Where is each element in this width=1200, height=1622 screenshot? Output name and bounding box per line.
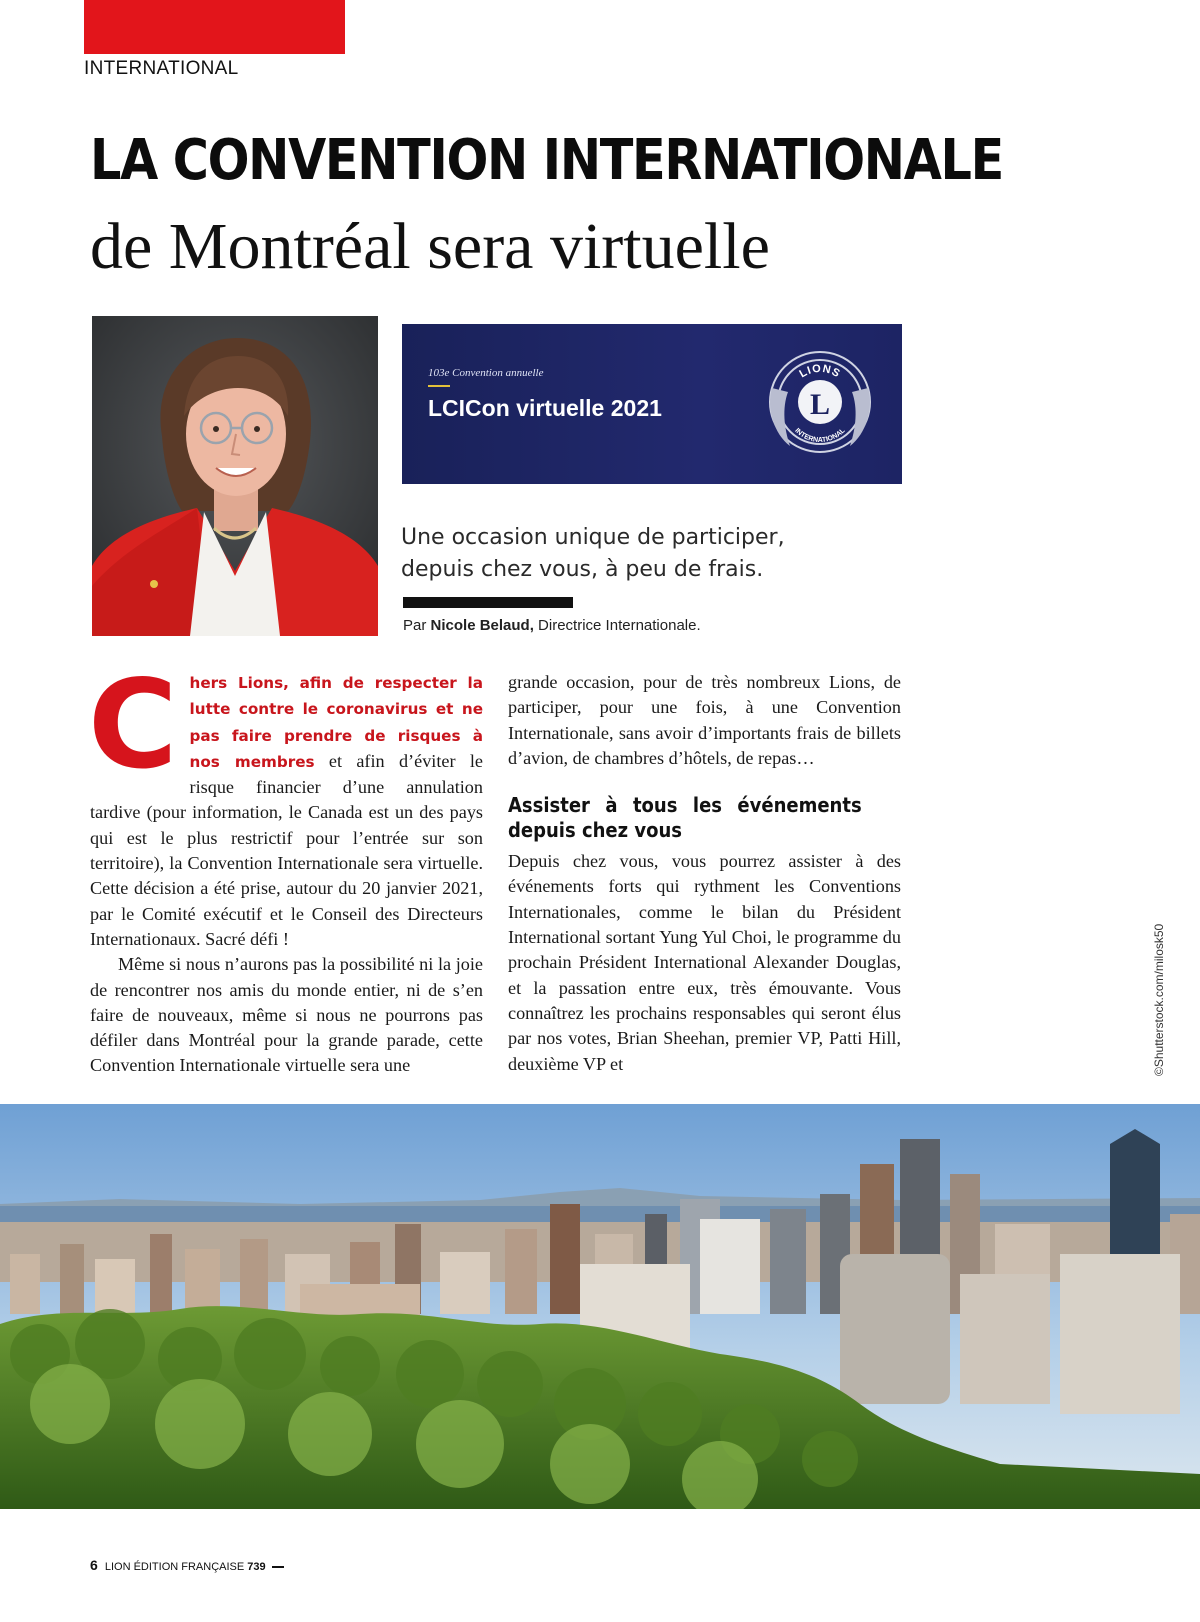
article-column-2 — [508, 670, 901, 1077]
photo-credit: ©Shutterstock.com/milosk50 — [1152, 923, 1166, 1076]
page-title: LA CONVENTION INTERNATIONALE — [90, 128, 1003, 193]
montreal-cityscape-photo — [0, 1104, 1200, 1509]
byline-author: Nicole Belaud, — [430, 617, 534, 634]
svg-text:LIONS — [797, 363, 842, 381]
footer-dash — [272, 1566, 284, 1568]
byline-role: Directrice Internationale. — [538, 617, 701, 634]
page-number: 6 — [90, 1557, 98, 1573]
byline — [403, 617, 701, 634]
intro-divider — [403, 597, 573, 608]
page-subtitle: de Montréal sera virtuelle — [90, 210, 770, 283]
article-column-1 — [88, 654, 483, 1079]
intro-line-1: Une occasion unique de participer, — [401, 525, 785, 550]
article-paragraph-4: Depuis chez vous, vous pourrez assister à des événements forts qui rythment les Conventions Internationales, comme le bilan du Président International sortant Yung Yul Choi, le programme du prochain Président International Alexander Douglas, et la passation entre eux, très émouvante. Vous connaîtrez les prochains responsables qui seront élus par nos votes, Brian Sheehan, premier VP, Patti Hill, deuxième VP et — [508, 851, 901, 1074]
logo-bottom-text: INTERNATIONAL — [793, 427, 847, 444]
article-lead: hers Lions, afin de respecter la lutte contre le coronavirus et ne pas faire prendre de risques à nos membres — [189, 674, 483, 771]
lions-logo-icon — [766, 348, 874, 456]
byline-prefix: Par — [403, 617, 427, 634]
lcicon-banner — [402, 324, 902, 484]
article-paragraph-1-text: et afin d’éviter le risque financier d’une annulation tardive (pour information, le Canada est un des pays qui est le plus restrictif pour l’entrée sur son territoire), la Convention Internationale sera virtuelle. Cette décision a été prise, autour du 20 janvier 2021, par le Comité exécutif et le Conseil des Directeurs Internationaux. Sacré défi ! — [90, 750, 483, 949]
article-subheading: Assister à tous les événements depuis chez vous — [508, 793, 862, 843]
portrait-illustration — [92, 316, 378, 636]
magazine-name: LION ÉDITION FRANÇAISE — [104, 1561, 245, 1573]
article-paragraph-1 — [88, 654, 483, 952]
logo-top-text: LIONS — [797, 362, 843, 381]
drop-cap: C — [88, 654, 178, 796]
author-portrait — [92, 316, 378, 636]
issue-number: 739 — [247, 1561, 266, 1573]
intro-line-2: depuis chez vous, à peu de frais. — [401, 557, 764, 582]
article-paragraph-2: Même si nous n’aurons pas la possibilité ni la joie de rencontrer nos amis du monde entier, ni de s’en faire de nouveaux, même si nous ne pourrons pas défiler dans Montréal pour la grande parade, cette Convention Internationale virtuelle sera une — [90, 954, 483, 1076]
banner-accent-rule — [428, 385, 450, 387]
article-paragraph-3: grande occasion, pour de très nombreux Lions, de participer, pour une fois, à une Convention Internationale, sans avoir d’importants frais de billets d’avion, de chambres d’hôtels, de repas… — [508, 672, 901, 768]
logo-letter: L — [809, 388, 831, 421]
section-label: INTERNATIONAL — [84, 58, 239, 79]
section-color-bar — [84, 0, 345, 54]
banner-title: LCICon virtuelle 2021 — [428, 395, 662, 421]
intro-blurb — [401, 522, 785, 586]
banner-edition-label: 103e Convention annuelle — [428, 367, 544, 379]
page-footer — [90, 1557, 284, 1573]
svg-text:INTERNATIONAL — [793, 427, 847, 444]
